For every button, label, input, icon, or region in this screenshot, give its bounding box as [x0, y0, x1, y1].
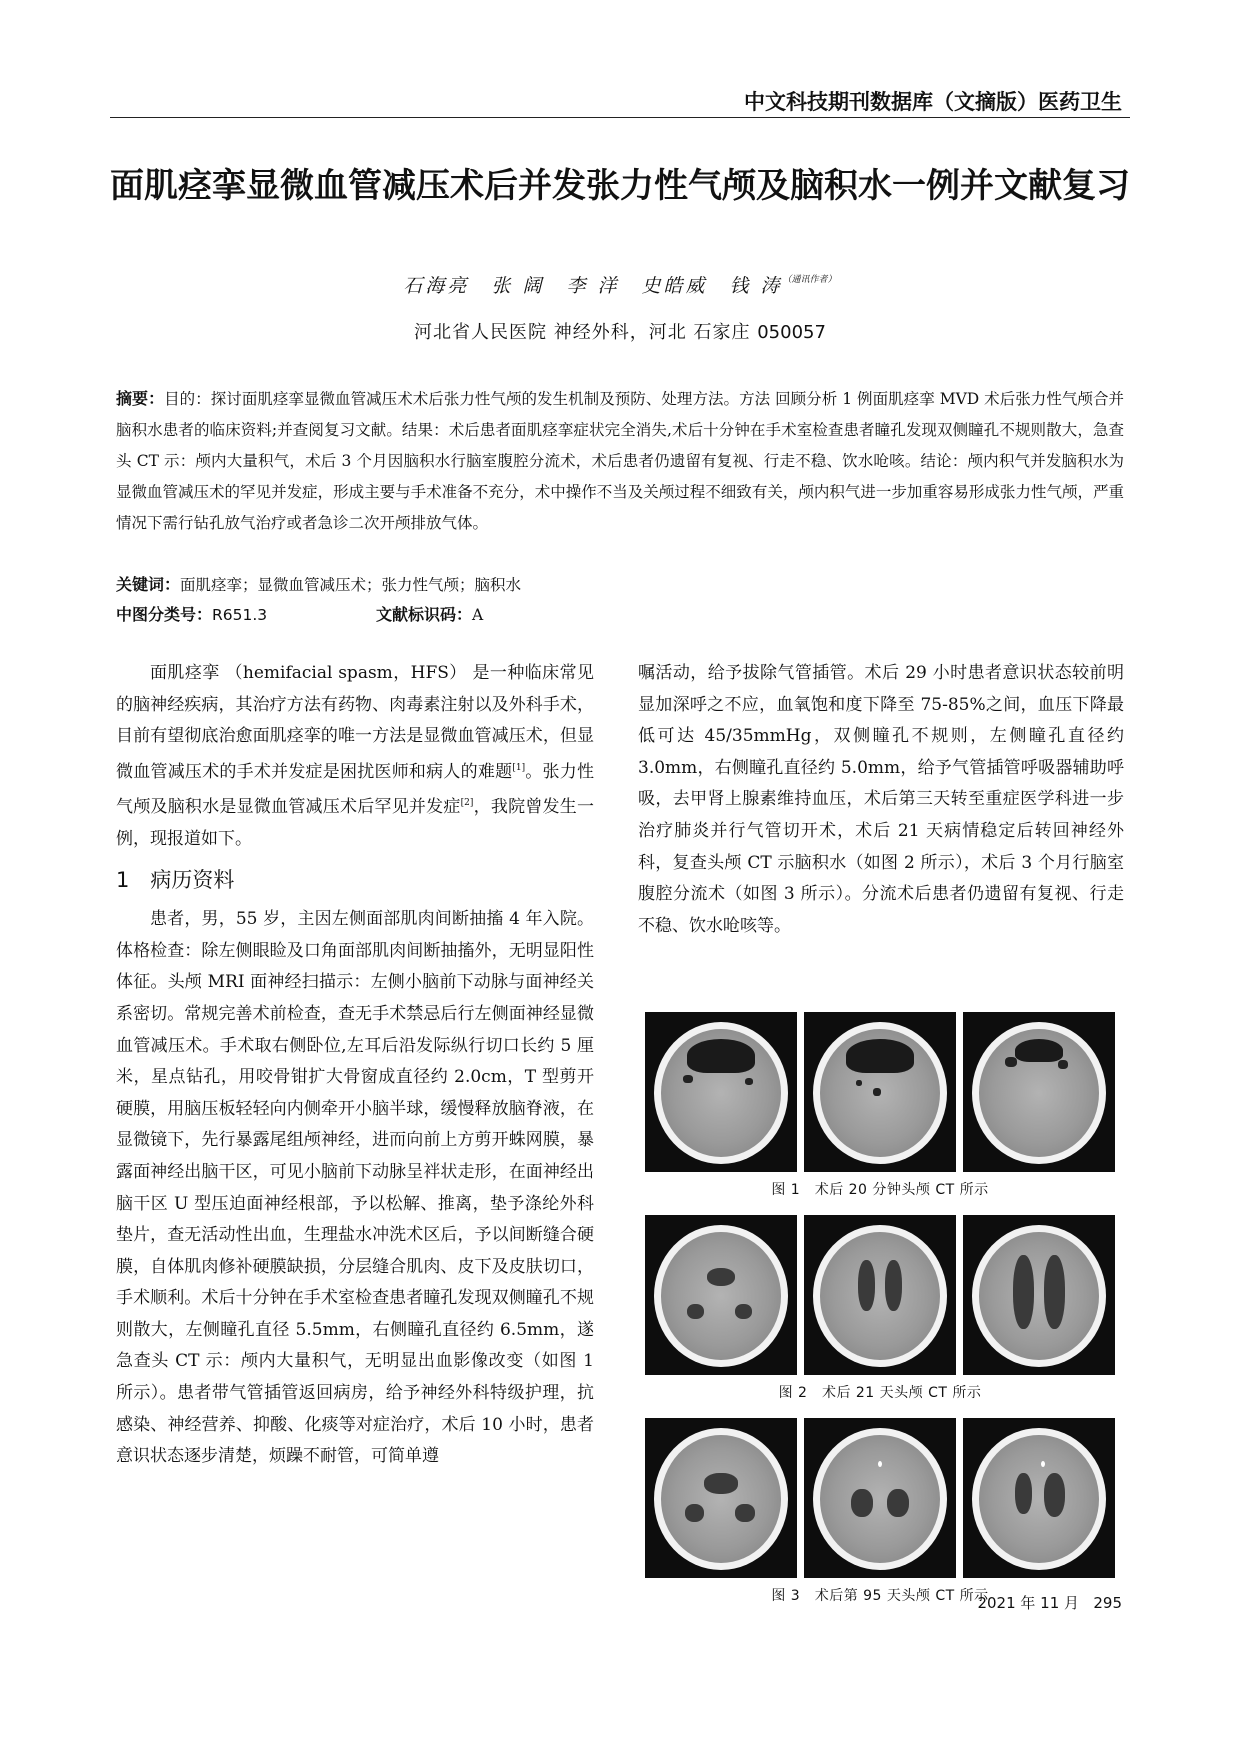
- figure-3: [645, 1418, 1115, 1611]
- abstract-label: 摘要：: [116, 389, 165, 408]
- figure-2: [645, 1215, 1115, 1408]
- intro-paragraph: [116, 658, 594, 856]
- abstract-text: 目的：探讨面肌痉挛显微血管减压术术后张力性气颅的发生机制及预防、处理方法。方法 回顾分析 1 例面肌痉挛 MVD 术后张力性气颅合并脑积水患者的临床资料;并查阅复习文献。结果：术后患者面肌痉挛症状完全消失,术后十分钟在手术室检查患者瞳孔发现双侧瞳孔不规则散大，急查头 CT 示：颅内大量积气，术后 3 个月因脑积水行脑室腹腔分流术，术后患者仍遗留有复视、行走不稳、饮水呛咳。结论：颅内积气并发脑积水为显微血管减压术的罕见并发症，形成主要与手术准备不充分，术中操作不当及关颅过程不细致有关，颅内积气进一步加重容易形成张力性气颅，严重情况下需行钻孔放气治疗或者急诊二次开颅排放气体。: [116, 390, 1124, 532]
- ct-scan-image: [963, 1418, 1115, 1578]
- case-paragraph-continued: 嘱活动，给予拔除气管插管。术后 29 小时患者意识状态较前明显加深呼之不应，血氧饱和度下降至 75-85%之间，血压下降最低可达 45/35mmHg，双侧瞳孔不规则，左侧瞳孔直径约 3.0mm，右侧瞳孔直径约 5.0mm，给予气管插管呼吸器辅助呼吸，去甲肾上腺素维持血压，术后第三天转至重症医学科进一步治疗肺炎并行气管切开术，术后 21 天病情稳定后转回神经外科，复查头颅 CT 示脑积水（如图 2 所示），术后 3 个月行脑室腹腔分流术（如图 3 所示）。分流术后患者仍遗留有复视、行走不稳、饮水呛咳等。: [638, 663, 1124, 936]
- corresponding-author-note: （通讯作者）: [782, 275, 837, 285]
- case-paragraph: 患者，男，55 岁，主因左侧面部肌肉间断抽搐 4 年入院。体格检查：除左侧眼睑及口角面部肌肉间断抽搐外，无明显阳性体征。头颅 MRI 面神经扫描示：左侧小脑前下动脉与面神经关系密切。常规完善术前检查，查无手术禁忌后行左侧面神经显微血管减压术。手术取右侧卧位,左耳后沿发际纵行切口长约 5 厘米，星点钻孔，用咬骨钳扩大骨窗成直径约 2.0cm，T 型剪开硬膜，用脑压板轻轻向内侧牵开小脑半球，缓慢释放脑脊液，在显微镜下，先行暴露尾组颅神经，进而向前上方剪开蛛网膜，暴露面神经出脑干区，可见小脑前下动脉呈袢状走形，在面神经出脑干区 U 型压迫面神经根部，予以松解、推离，垫予涤纶外科垫片，查无活动性出血，生理盐水冲洗术区后，予以间断缝合硬膜，自体肌肉修补硬膜缺损，分层缝合肌肉、皮下及皮肤切口，手术顺利。术后十分钟在手术室检查患者瞳孔发现双侧瞳孔不规则散大，左侧瞳孔直径 5.5mm，右侧瞳孔直径约 6.5mm，遂急查头 CT 示：颅内大量积气，无明显出血影像改变（如图 1 所示）。患者带气管插管返回病房，给予神经外科特级护理，抗感染、神经营养、抑酸、化痰等对症治疗，术后 10 小时，患者意识状态逐步清楚，烦躁不耐管，可简单遵: [116, 909, 594, 1467]
- ct-scan-image: [804, 1215, 956, 1375]
- header-rule: [110, 117, 1130, 118]
- ct-scan-image: [804, 1418, 956, 1578]
- figure-3-images: [645, 1418, 1115, 1578]
- citation-2[interactable]: [2]: [460, 798, 474, 809]
- classification-label: 中图分类号：: [116, 605, 213, 624]
- body-column-right: [638, 658, 1124, 942]
- ct-scan-image: [804, 1012, 956, 1172]
- figure-2-caption: 图 2 术后 21 天头颅 CT 所示: [778, 1385, 982, 1401]
- intro-text-b: 。张力性气颅及脑积水是显微血管减压术后罕见并发症: [116, 761, 595, 818]
- document-code-value: A: [472, 606, 484, 624]
- affiliation-text: 河北省人民医院 神经外科，河北 石家庄: [414, 322, 751, 343]
- journal-header: 中文科技期刊数据库（文摘版）医药卫生: [744, 90, 1122, 114]
- ct-scan-image: [645, 1418, 797, 1578]
- section-heading-case: 1 病历资料: [116, 867, 235, 892]
- keywords-text: 面肌痉挛；显微血管减压术；张力性气颅；脑积水: [180, 576, 522, 594]
- figure-3-caption: 图 3 术后第 95 天头颅 CT 所示: [771, 1588, 989, 1604]
- ct-scan-image: [963, 1215, 1115, 1375]
- figure-1-caption: 图 1 术后 20 分钟头颅 CT 所示: [771, 1182, 989, 1198]
- article-title: 面肌痉挛显微血管减压术后并发张力性气颅及脑积水一例并文献复习: [110, 166, 1130, 206]
- figure-1-images: [645, 1012, 1115, 1172]
- body-column-left: [116, 658, 594, 1473]
- issue-date: 2021 年 11 月: [977, 1594, 1080, 1612]
- keywords-label: 关键词：: [116, 575, 181, 594]
- abstract: [116, 383, 1124, 539]
- ct-scan-image: [645, 1012, 797, 1172]
- postcode: 050057: [757, 322, 826, 343]
- affiliation: [0, 318, 1240, 344]
- page-footer: [977, 1592, 1122, 1613]
- figure-2-images: [645, 1215, 1115, 1375]
- classification-value: R651.3: [212, 606, 268, 624]
- author-list: [0, 271, 1240, 298]
- author-names: 石海亮 张 阔 李 洋 史皓威 钱 涛: [403, 275, 783, 297]
- intro-text-c: ，我院曾发生一例，现报道如下。: [116, 797, 595, 849]
- ct-scan-image: [645, 1215, 797, 1375]
- page-number: 295: [1093, 1594, 1122, 1612]
- ct-scan-image: [963, 1012, 1115, 1172]
- document-code: [376, 600, 483, 630]
- classification: [116, 600, 267, 630]
- intro-text-a: 面肌痉挛 （hemifacial spasm，HFS） 是一种临床常见的脑神经疾病，其治疗方法有药物、肉毒素注射以及外科手术，目前有望彻底治愈面肌痉挛的唯一方法是显微血管减压术，但显微血管减压术的手术并发症是困扰医师和病人的难题: [116, 663, 594, 782]
- keywords: [116, 570, 521, 600]
- citation-1[interactable]: [1]: [512, 762, 526, 773]
- document-code-label: 文献标识码：: [376, 605, 473, 624]
- figure-1: [645, 1012, 1115, 1205]
